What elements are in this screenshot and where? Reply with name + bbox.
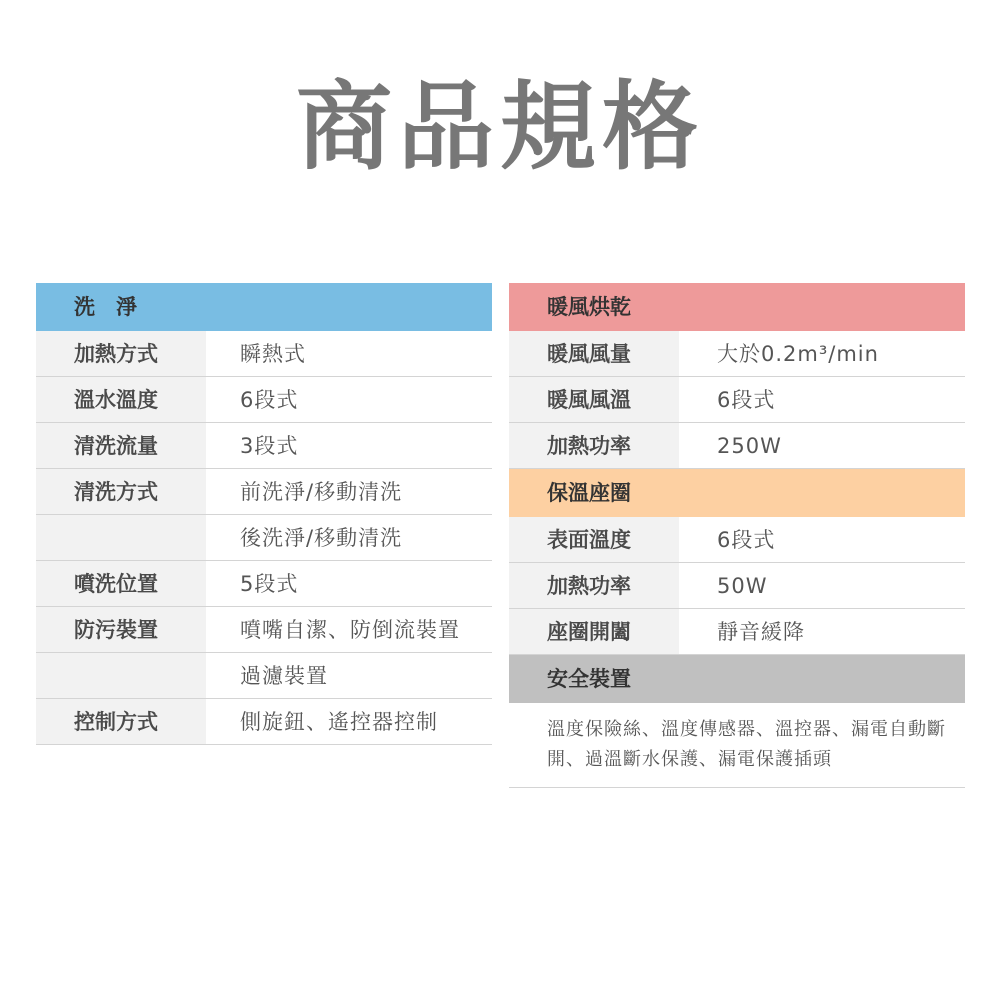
table-row (36, 515, 492, 561)
table-row (509, 331, 965, 377)
spec-label (36, 515, 206, 560)
spec-value: 瞬熱式 (240, 342, 306, 366)
seat-section-header: 保溫座圈 (509, 469, 965, 517)
table-row (509, 609, 965, 655)
spec-value: 前洗淨/移動清洗 (240, 480, 403, 504)
spec-label: 加熱功率 (509, 563, 679, 608)
spec-value: 側旋鈕、遙控器控制 (240, 710, 438, 734)
spec-value: 250W (717, 434, 782, 458)
spec-value: 6段式 (717, 388, 776, 412)
table-row (36, 653, 492, 699)
spec-value: 6段式 (240, 388, 299, 412)
spec-value: 過濾裝置 (240, 664, 328, 688)
spec-label: 防污裝置 (36, 607, 206, 652)
table-row (36, 331, 492, 377)
table-row (509, 517, 965, 563)
spec-label: 加熱功率 (509, 423, 679, 468)
safety-section-header: 安全裝置 (509, 655, 965, 703)
spec-label: 溫水溫度 (36, 377, 206, 422)
page-title: 商品規格 (296, 71, 704, 183)
spec-label: 清洗流量 (36, 423, 206, 468)
spec-label (36, 653, 206, 698)
safety-description: 溫度保險絲、溫度傳感器、溫控器、漏電自動斷開、過溫斷水保護、漏電保護插頭 (509, 703, 965, 788)
table-row (36, 469, 492, 515)
spec-value: 噴嘴自潔、防倒流裝置 (240, 618, 460, 642)
spec-value: 6段式 (717, 528, 776, 552)
table-row (509, 423, 965, 469)
table-row (36, 377, 492, 423)
dry-section-header: 暖風烘乾 (509, 283, 965, 331)
table-row (36, 699, 492, 745)
spec-value: 5段式 (240, 572, 299, 596)
spec-label: 控制方式 (36, 699, 206, 744)
table-row (509, 377, 965, 423)
spec-value: 靜音緩降 (717, 620, 805, 644)
spec-label: 清洗方式 (36, 469, 206, 514)
table-row (509, 563, 965, 609)
spec-value: 50W (717, 574, 768, 598)
spec-label: 暖風風量 (509, 331, 679, 376)
spec-value: 後洗淨/移動清洗 (240, 526, 403, 550)
table-row (36, 423, 492, 469)
dry-seat-safety-spec-table (509, 283, 965, 788)
table-row (36, 561, 492, 607)
wash-spec-table (36, 283, 492, 745)
table-row (36, 607, 492, 653)
spec-value: 大於0.2m³/min (717, 342, 879, 366)
spec-label: 表面溫度 (509, 517, 679, 562)
spec-label: 加熱方式 (36, 331, 206, 376)
spec-value: 3段式 (240, 434, 299, 458)
spec-label: 暖風風溫 (509, 377, 679, 422)
wash-section-header: 洗 淨 (36, 283, 492, 331)
spec-label: 座圈開闔 (509, 609, 679, 654)
spec-label: 噴洗位置 (36, 561, 206, 606)
